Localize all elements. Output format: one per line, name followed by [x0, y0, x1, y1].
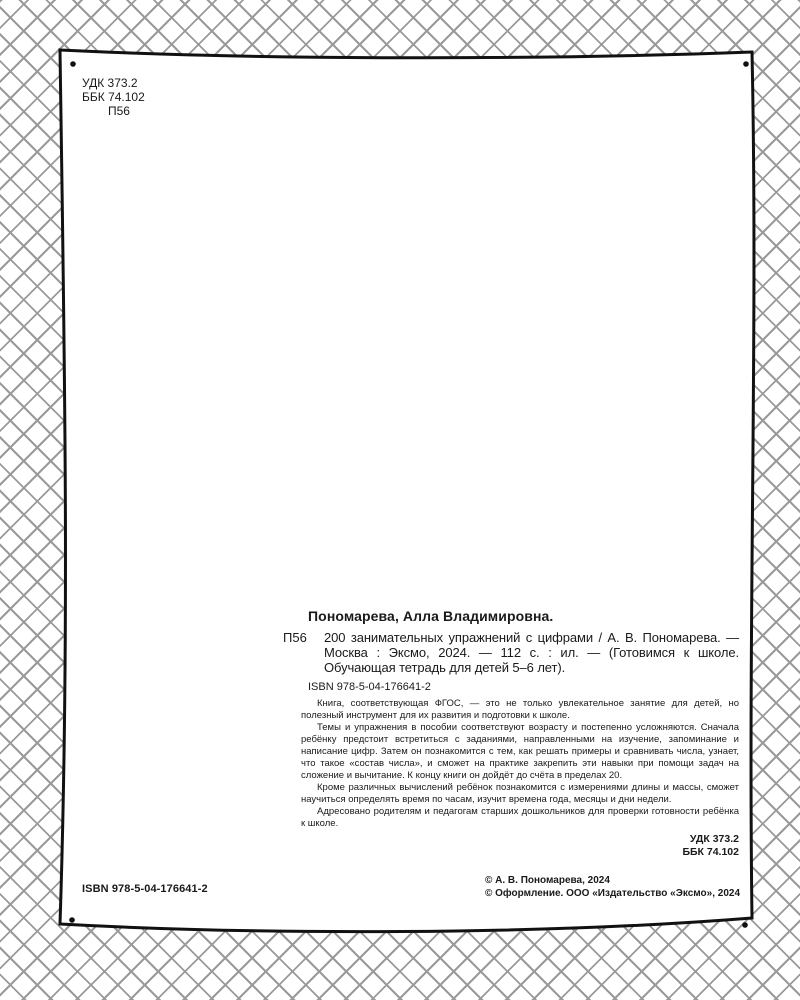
- card-isbn: ISBN 978-5-04-176641-2: [308, 681, 431, 693]
- bottom-isbn: ISBN 978-5-04-176641-2: [82, 883, 208, 895]
- author-sign: П56: [108, 104, 130, 118]
- copyright-author: © А. В. Пономарева, 2024: [485, 875, 610, 886]
- card-code: П56: [283, 630, 307, 645]
- card-bbk: ББК 74.102: [682, 846, 739, 858]
- card-classification-codes: [283, 833, 739, 859]
- copyright-block: [485, 874, 740, 900]
- annotation-paragraph: Книга, соответствующая ФГОС, — это не только увлекательное занятие для детей, но полезный инструмент для их развития и подготовки к школе.: [301, 698, 739, 721]
- card-annotation: [301, 698, 739, 830]
- annotation-paragraph: Кроме различных вычислений ребёнок познакомится с измерениями длины и массы, сможет научиться определять время по часам, изучит времена года, месяцы и дни недели.: [301, 782, 739, 805]
- udk-code: УДК 373.2: [82, 76, 138, 90]
- pin-top-left: [70, 61, 76, 67]
- pin-bottom-right: [742, 922, 748, 928]
- annotation-paragraph: Темы и упражнения в пособии соответствуют возрасту и постепенно усложняются. Сначала ребёнку предстоит встретиться с заданиями, направленными на изучение, запоминание и написание цифр. Затем он познакомится с тем, как решать примеры и сравнивать числа, узнает, что такое «состав числа», и сможет на практике закрепить эти навыки при помощи задач на сложение и вычитание. К концу книги он дойдёт до счёта в пределах 20.: [301, 722, 739, 781]
- bbk-code: ББК 74.102: [82, 90, 145, 104]
- classification-codes-top: [82, 76, 145, 118]
- catalog-card: [283, 608, 739, 859]
- copyright-design: © Оформление. ООО «Издательство «Эксмо», 2024: [485, 888, 741, 899]
- card-udk: УДК 373.2: [689, 833, 739, 845]
- annotation-paragraph: Адресовано родителям и педагогам старших дошкольников для проверки готовности ребёнка к школе.: [301, 806, 739, 829]
- card-description: 200 занимательных упражнений с цифрами / А. В. Пономарева. — Москва : Эксмо, 2024. — 112 с. : ил. — (Готовимся к школе. Обучающая тетрадь для детей 5–6 лет).: [324, 630, 739, 675]
- card-entry: [283, 630, 739, 675]
- pin-bottom-left: [69, 917, 75, 923]
- card-author: Пономарева, Алла Владимировна.: [308, 608, 554, 624]
- pin-top-right: [743, 61, 749, 67]
